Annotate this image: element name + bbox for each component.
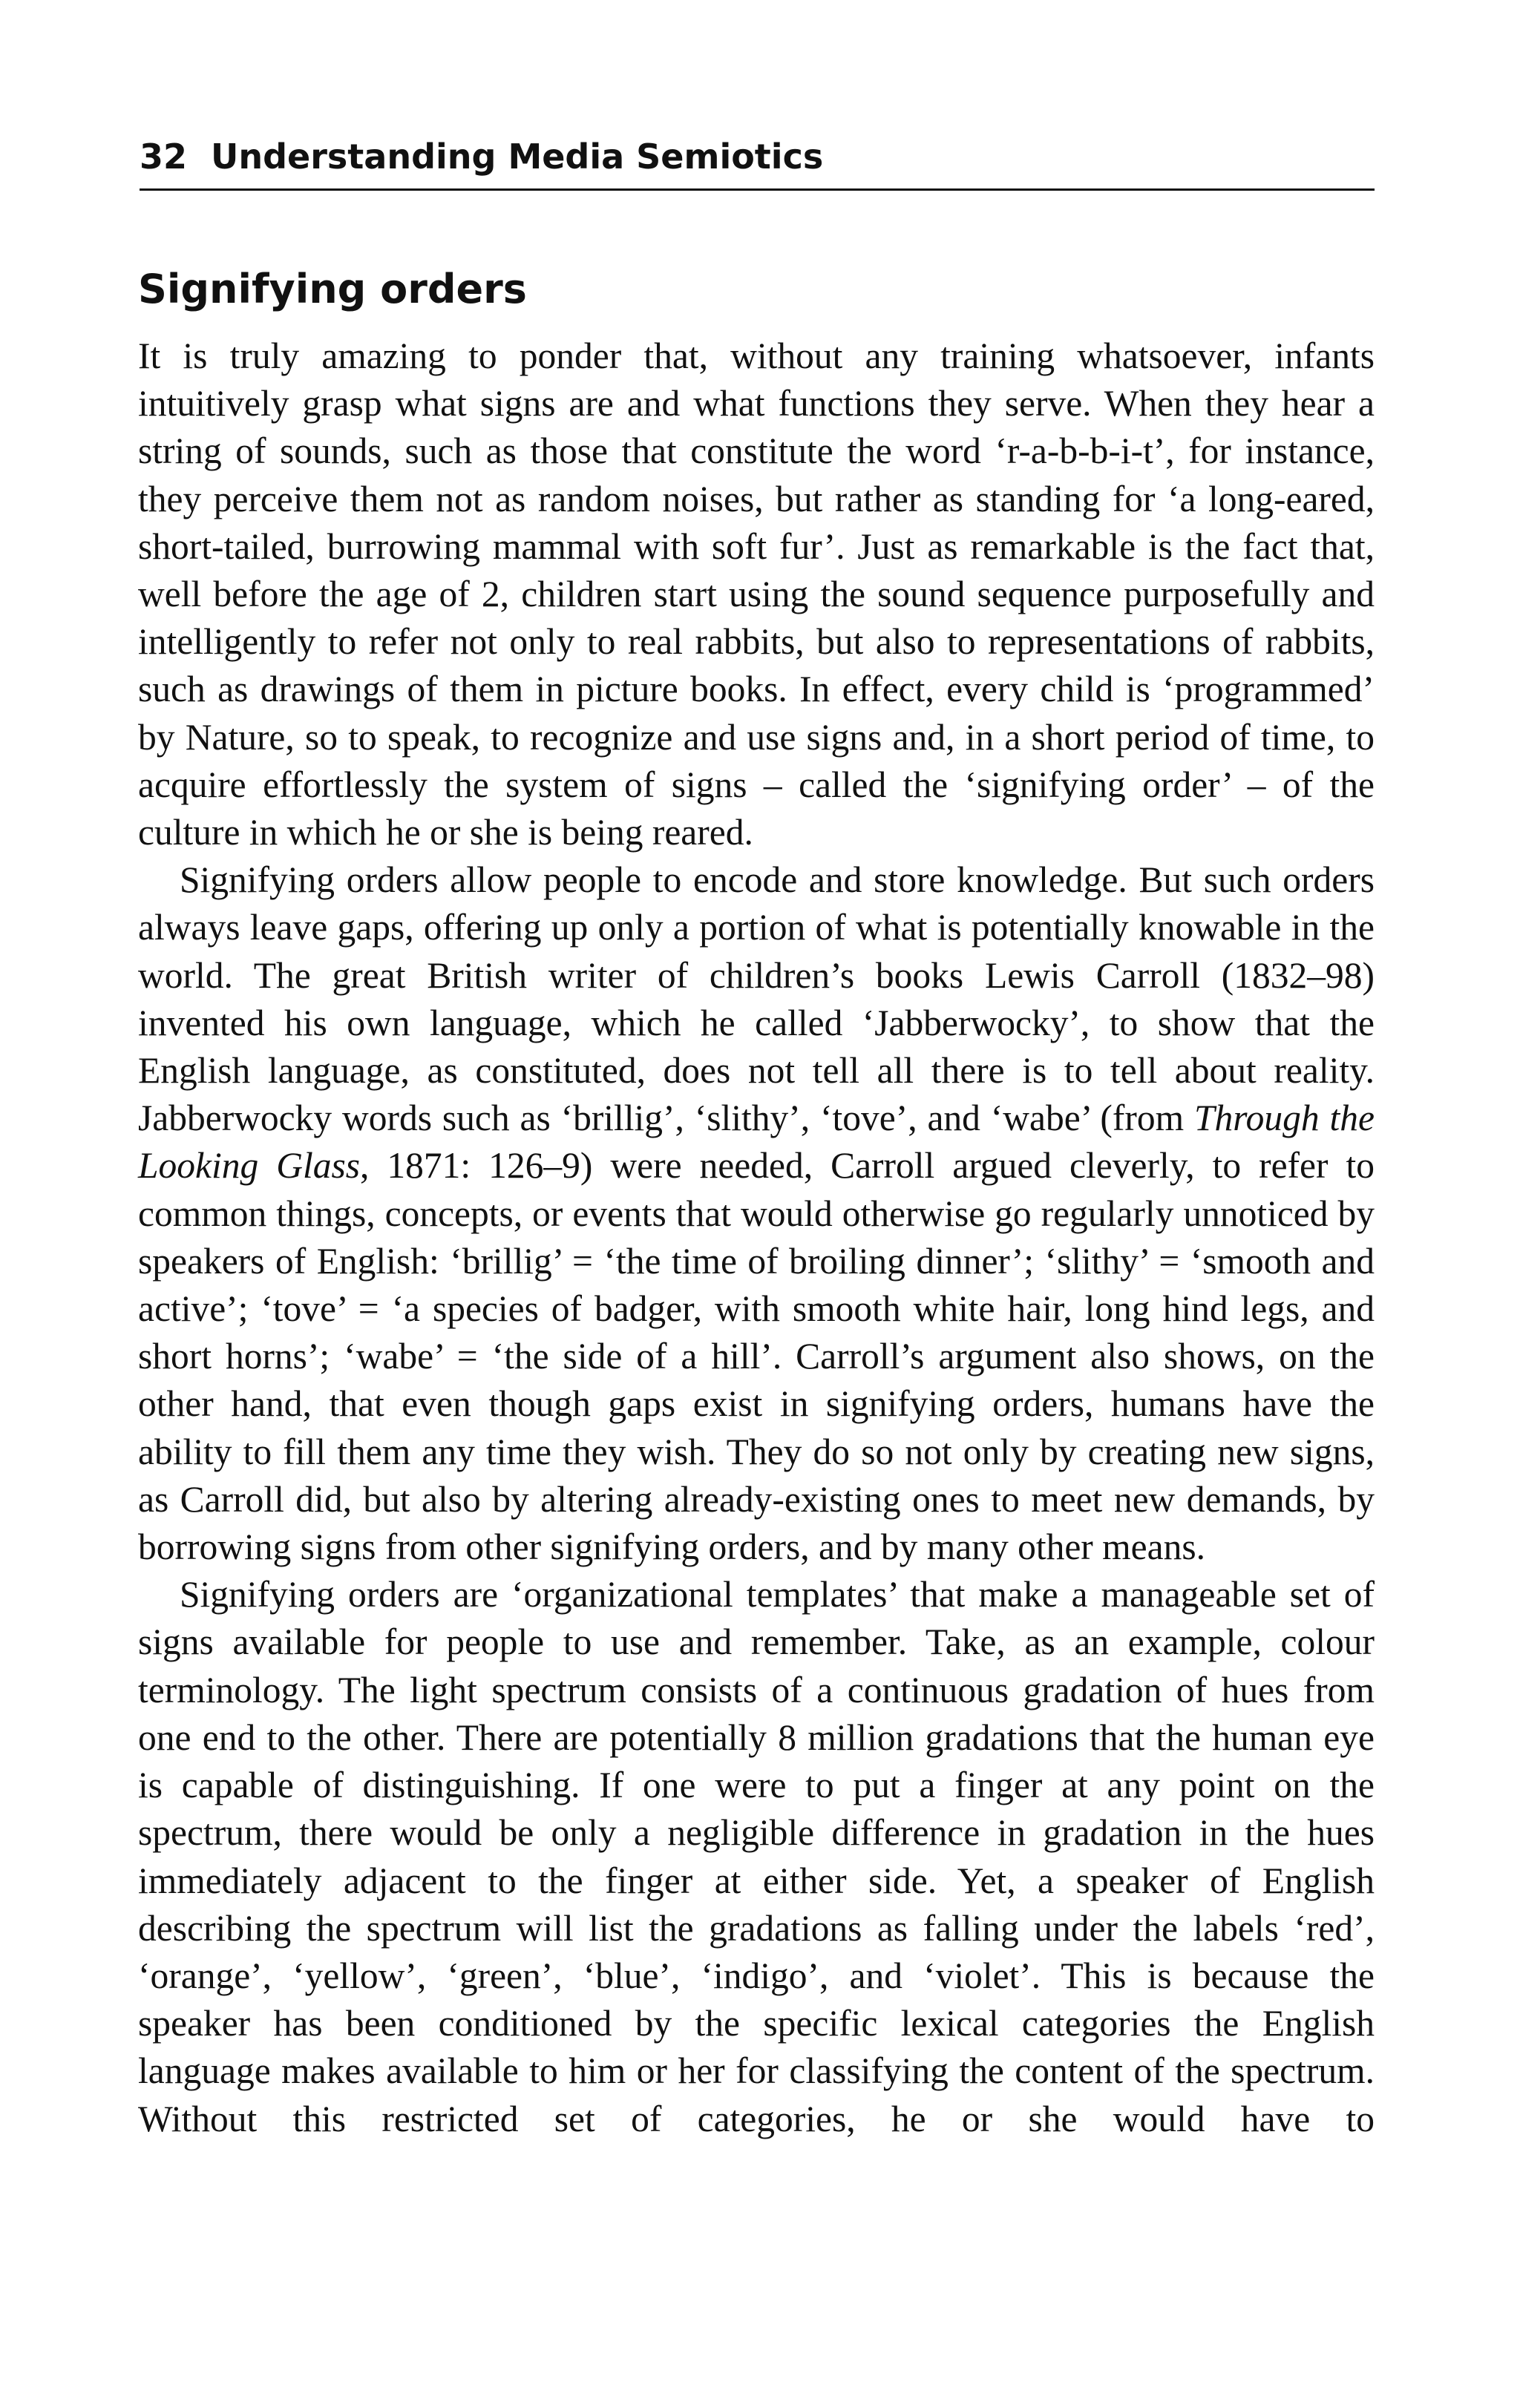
paragraph-2-text-before-title: Signifying orders allow people to encode and store knowledge. But such orders always leave gaps, offering up only a portion of what is potentially knowable in the world. The great British writer of children’s books Lewis Carroll (1832–98) invented his own language, which he called ‘Jabberwocky’, to show that the English language, as constituted, does not tell all there is to tell about reality. Jabberwocky words such as ‘brillig’, ‘slithy’, ‘tove’, and ‘wabe’ (from [138,859,1375,1139]
section-heading: Signifying orders [138,266,527,312]
paragraph-2-text-after-title: , 1871: 126–9) were needed, Carroll argued cleverly, to refer to common things, concepts, or events that would otherwise go regularly unnoticed by speakers of English: ‘brillig’ = ‘the time of broiling dinner’; ‘slithy’ = ‘smooth and active’; ‘tove’ = ‘a species of badger, with smooth white hair, long hind legs, and short horns’; ‘wabe’ = ‘the side of a hill’. Carroll’s argument also shows, on the other hand, that even though gaps exist in signifying orders, humans have the ability to fill them any time they wish. They do so not only by creating new signs, as Carroll did, but also by altering already-existing ones to meet new demands, by borrowing signs from other signifying orders, and by many other means. [138,1145,1375,1568]
running-head [140,125,1375,191]
page-number: 32 [140,137,188,177]
book-title-italic: Through the Looking Glass [138,1098,1375,1187]
paragraph-2 [138,856,1375,1571]
paragraph-1: It is truly amazing to ponder that, without any training whatsoever, infants intuitively grasp what signs are and what functions they serve. When they hear a string of sounds, such as those that constitute the word ‘r-a-b-b-i-t’, for instance, they perceive them not as random noises, but rather as standing for ‘a long-eared, short-tailed, burrowing mammal with soft fur’. Just as remarkable is the fact that, well before the age of 2, children start using the sound sequence purposefully and intelligently to refer not only to real rabbits, but also to representations of rabbits, such as drawings of them in picture books. In effect, every child is ‘programmed’ by Nature, so to speak, to recognize and use signs and, in a short period of time, to acquire effortlessly the system of signs – called the ‘signifying order’ – of the culture in which he or she is being reared. [138,335,1375,853]
paragraph-3: Signifying orders are ‘organizational templates’ that make a manageable set of signs available for people to use and remember. Take, as an example, colour terminology. The light spectrum consists of a continuous gradation of hues from one end to the other. There are potentially 8 million gradations that the human eye is capable of distinguishing. If one were to put a finger at any point on the spectrum, there would be only a negligible difference in gradation in the hues immediately adjacent to the finger at either side. Yet, a speaker of English describing the spectrum will list the gradations as falling under the labels ‘red’, ‘orange’, ‘yellow’, ‘green’, ‘blue’, ‘indigo’, and ‘violet’. This is because the speaker has been conditioned by the specific lexical categories the English language makes available to him or her for classifying the content of the spectrum. Without this restricted set of categories, he or she would have to [138,1574,1375,2139]
running-head-title: Understanding Media Semiotics [211,137,824,177]
body-text [138,332,1375,2143]
